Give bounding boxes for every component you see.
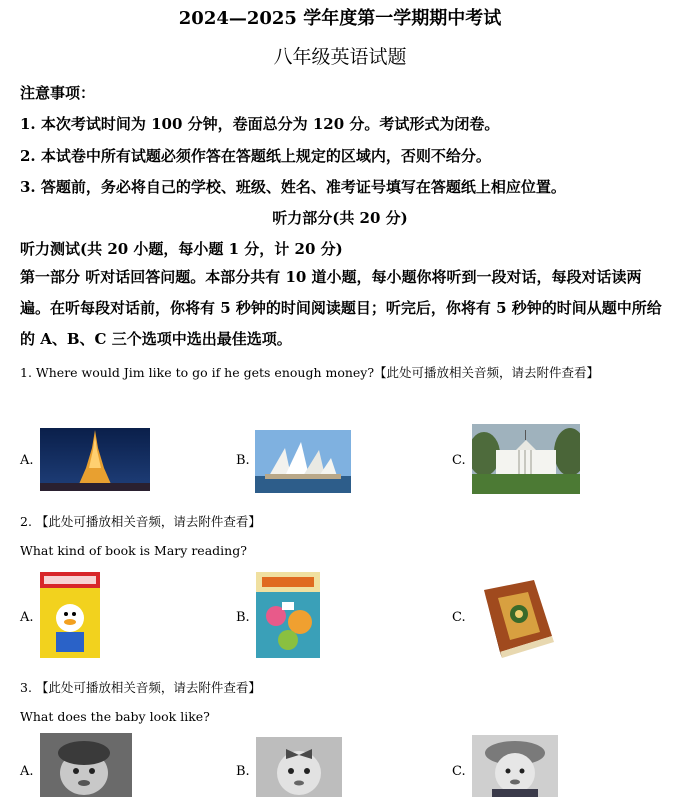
exam-title: 2024—2025 学年度第一学期期中考试 (178, 8, 502, 29)
comic-book-image (40, 572, 100, 658)
question-2-prompt: What kind of book is Mary reading? (20, 543, 247, 558)
coral-reefs-book-image (256, 572, 320, 658)
question-1-text: 1. Where would Jim like to go if he gets enough money?【此处可播放相关音频，请去附件查看】 (20, 365, 600, 380)
q1-option-c-label: C. (452, 453, 466, 468)
listening-test-title: 听力测试(共 20 小题，每小题 1 分，计 20 分) (20, 240, 343, 258)
q1-option-a-label: A. (20, 453, 34, 468)
q2-option-c-label: C. (452, 610, 466, 625)
q3-option-c-label: C. (452, 764, 466, 779)
question-3-text: 3. 【此处可播放相关音频，请去附件查看】 (20, 680, 261, 695)
notes-heading: 注意事项： (20, 84, 96, 102)
q2-option-b-label: B. (236, 610, 250, 625)
q2-option-a-label: A. (20, 610, 34, 625)
note-item-1: 1. 本次考试时间为 100 分钟，卷面总分为 120 分。考试形式为闭卷。 (20, 115, 500, 133)
exam-subtitle: 八年级英语试题 (273, 46, 407, 68)
baby-with-hat-image (472, 735, 558, 797)
q1-option-b-label: B. (236, 453, 250, 468)
question-3-prompt: What does the baby look like? (20, 709, 210, 724)
q3-option-b-label: B. (236, 764, 250, 779)
part1-instructions: 第一部分 听对话回答问题。本部分共有 10 道小题，每小题你将听到一段对话，每段对话读两遍。在听每段对话前，你将有 5 秒钟的时间阅读题目；听完后，你将有 5 秒钟的时间从题中所给的 A、B、C 三个选项中选出最佳选项。 (20, 268, 662, 348)
eiffel-tower-image (40, 428, 150, 491)
sydney-opera-house-image (255, 430, 351, 493)
q3-option-a-label: A. (20, 764, 34, 779)
white-house-image (472, 424, 580, 494)
listening-section-title: 听力部分(共 20 分) (272, 209, 408, 227)
note-item-2: 2. 本试卷中所有试题必须作答在答题纸上规定的区域内，否则不给分。 (20, 147, 491, 165)
baby-photo-image (40, 733, 132, 797)
note-item-3: 3. 答题前，务必将自己的学校、班级、姓名、准考证号填写在答题纸上相应位置。 (20, 178, 566, 196)
question-2-text: 2. 【此处可播放相关音频，请去附件查看】 (20, 514, 261, 529)
baby-with-bow-image (256, 737, 342, 797)
old-storybook-image (476, 576, 558, 660)
